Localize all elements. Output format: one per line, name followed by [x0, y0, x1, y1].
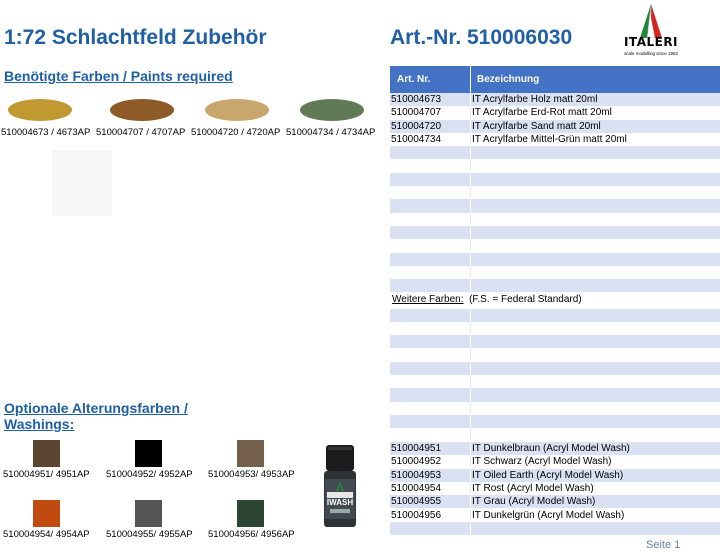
wash-table-row	[390, 509, 720, 522]
paints-heading: Benötigte Farben / Paints required	[4, 68, 233, 84]
table-row	[390, 335, 720, 348]
table-row	[390, 388, 720, 401]
row-art-nr: 510004707	[391, 107, 442, 119]
row-bezeichnung: IT Dunkelbraun (Acryl Model Wash)	[472, 443, 630, 454]
table-row	[390, 309, 720, 322]
table-row	[390, 160, 720, 173]
row-bezeichnung: IT Dunkelgrün (Acryl Model Wash)	[472, 509, 625, 521]
row-art-nr: 510004673	[391, 94, 442, 105]
col-header-bezeichnung: Bezeichnung	[477, 74, 540, 85]
row-art-nr: 510004734	[391, 133, 442, 145]
row-bezeichnung: IT Acrylfarbe Sand matt 20ml	[472, 120, 601, 132]
table-row	[390, 146, 720, 159]
table-row	[390, 279, 720, 292]
logo-wordmark: ITALERI	[623, 35, 679, 49]
table-row	[390, 428, 720, 441]
page-title: 1:72 Schlachtfeld Zubehör	[4, 26, 267, 49]
row-art-nr: 510004955	[391, 496, 442, 508]
table-row	[390, 199, 720, 212]
row-bezeichnung: IT Rost (Acryl Model Wash)	[472, 482, 594, 494]
wash-bottle-image	[322, 445, 358, 528]
table-row	[390, 213, 720, 226]
row-art-nr: 510004720	[391, 120, 442, 132]
table-row	[390, 253, 720, 266]
wash-table-row	[390, 469, 720, 482]
row-bezeichnung: IT Oiled Earth (Acryl Model Wash)	[472, 469, 624, 481]
row-bezeichnung: IT Acrylfarbe Erd-Rot matt 20ml	[472, 107, 612, 119]
table-row	[390, 239, 720, 252]
wash-code: 510004952/ 4952AP	[106, 469, 193, 480]
paint-code: 510004720 / 4720AP	[191, 127, 281, 138]
further-colors-row	[390, 293, 720, 309]
row-bezeichnung: IT Acrylfarbe Mittel-Grün matt 20ml	[472, 133, 627, 145]
row-bezeichnung: IT Acrylfarbe Holz matt 20ml	[472, 94, 598, 105]
wash-code: 510004955/ 4955AP	[106, 529, 193, 540]
paint-swatch	[300, 99, 364, 121]
row-art-nr: 510004952	[391, 456, 442, 468]
paint-code: 510004734 / 4734AP	[286, 127, 376, 138]
washings-heading-line1: Optionale Alterungsfarben /	[4, 400, 188, 416]
table-row	[390, 93, 720, 106]
further-colors-label: Weitere Farben:	[392, 293, 464, 305]
wash-swatch	[237, 440, 264, 467]
table-row	[390, 322, 720, 335]
wash-code: 510004953/ 4953AP	[208, 469, 295, 480]
paint-swatch	[110, 99, 174, 121]
row-art-nr: 510004953	[391, 469, 442, 481]
table-row	[390, 348, 720, 361]
italeri-logo	[618, 4, 684, 62]
row-bezeichnung: IT Grau (Acryl Model Wash)	[472, 496, 596, 508]
table-row	[390, 402, 720, 415]
further-colors-note: (F.S. = Federal Standard)	[469, 293, 582, 305]
wash-code: 510004951/ 4951AP	[3, 469, 90, 480]
wash-swatch	[33, 440, 60, 467]
row-bezeichnung: IT Schwarz (Acryl Model Wash)	[472, 456, 612, 468]
row-art-nr: 510004954	[391, 482, 442, 494]
row-art-nr: 510004956	[391, 509, 442, 521]
wash-swatch	[237, 500, 264, 527]
paint-swatch	[8, 99, 72, 121]
table-row	[390, 362, 720, 375]
wash-swatch	[33, 500, 60, 527]
table-row	[390, 133, 720, 146]
table-row	[390, 226, 720, 239]
washings-heading	[4, 400, 188, 432]
paint-code: 510004673 / 4673AP	[1, 127, 91, 138]
italeri-flag-icon	[640, 4, 662, 38]
table-row	[390, 120, 720, 133]
paint-code: 510004707 / 4707AP	[96, 127, 186, 138]
wash-code: 510004954/ 4954AP	[3, 529, 90, 540]
table-row	[390, 106, 720, 119]
wash-swatch	[135, 440, 162, 467]
row-art-nr: 510004951	[391, 443, 442, 454]
paint-swatch	[205, 99, 269, 121]
wash-table-row	[390, 442, 720, 455]
col-header-art-nr: Art. Nr.	[397, 74, 431, 85]
svg-text:IWASH: IWASH	[326, 498, 354, 507]
wash-code: 510004956/ 4956AP	[208, 529, 295, 540]
table-header	[390, 66, 720, 93]
table-row	[390, 266, 720, 279]
wash-table-row	[390, 455, 720, 468]
wash-swatch	[135, 500, 162, 527]
table-row	[390, 375, 720, 388]
table-row	[390, 173, 720, 186]
article-number: Art.-Nr. 510006030	[390, 26, 573, 49]
page-number: Seite 1	[646, 539, 681, 551]
wash-table-row	[390, 495, 720, 508]
table-row	[390, 415, 720, 428]
table-row	[390, 186, 720, 199]
washings-heading-line2: Washings:	[4, 416, 75, 432]
wash-table-row	[390, 482, 720, 495]
logo-tagline: scale modelling since 1962	[623, 51, 679, 56]
faint-placeholder-box	[52, 150, 112, 216]
table-row	[390, 522, 720, 535]
